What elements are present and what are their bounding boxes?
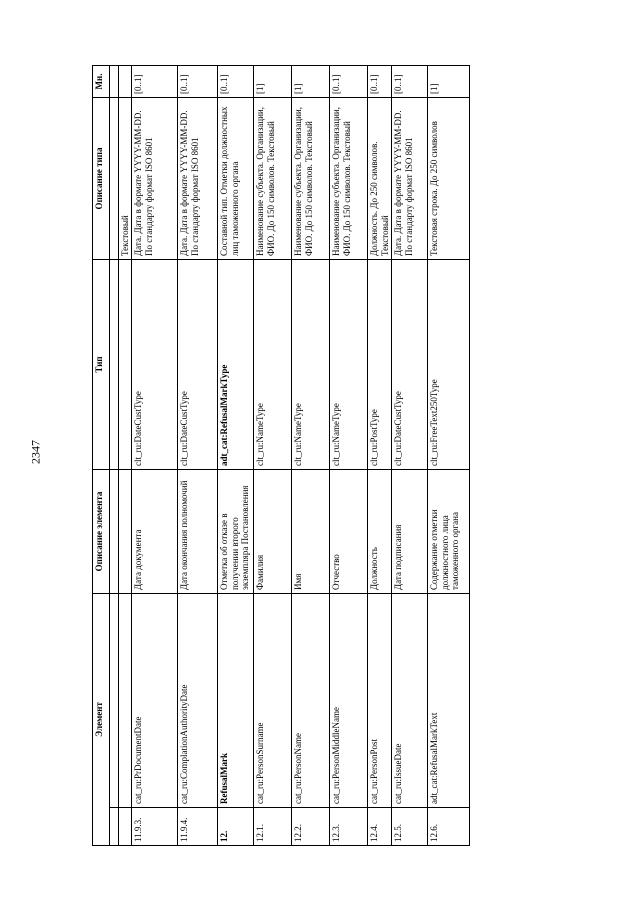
rotated-table-area [92, 66, 550, 846]
row-type: clt_ru:NameType [330, 259, 368, 469]
row-number: 12.2. [292, 808, 330, 846]
row-mn: [0..1] [178, 65, 218, 97]
row-mn: [0..1] [392, 65, 428, 97]
row-type-desc: Наименование субъекта. Организации, ФИО. До 150 символов. Текстовый [292, 97, 330, 259]
header-mn: Мн. [93, 65, 110, 97]
row-type-desc: Дата. Дата в формате YYYY-MM-DD. По стандарту формат ISO 8601 [178, 97, 218, 259]
row-element: cat_ru:PersonName [292, 593, 330, 807]
row-type: clt_ru:DateCustType [132, 259, 178, 469]
row-mn: [0..1] [218, 65, 254, 97]
row-mn: [1] [254, 65, 292, 97]
row-mn [119, 65, 132, 97]
table-rotator [92, 66, 550, 846]
row-element: RefusalMark [218, 593, 254, 807]
table-row [119, 65, 132, 845]
row-element-desc: Имя [292, 469, 330, 593]
row-element-desc: Отчество [330, 469, 368, 593]
row-element: adt_cat:RefusalMarkText [428, 593, 470, 807]
row-type-desc: Наименование субъекта. Организации, ФИО. До 150 символов. Текстовый [254, 97, 292, 259]
table-row [218, 65, 254, 845]
row-type: clt_ru:NameType [292, 259, 330, 469]
spec-table [92, 65, 470, 846]
header-element-desc: Описание элемента [93, 469, 110, 593]
row-type-desc: Наименование субъекта. Организации, ФИО. До 150 символов. Текстовый [330, 97, 368, 259]
row-mn: [1] [428, 65, 470, 97]
table-row [368, 65, 392, 845]
row-element: cat_ru:ComplationAuthorityDate [178, 593, 218, 807]
row-type-desc: Текстовая строка. До 250 символов [428, 97, 470, 259]
row-number: 12.6. [428, 808, 470, 846]
row-element-desc: Дата документа [132, 469, 178, 593]
row-number: 11.9.3. [132, 808, 178, 846]
row-type-desc: Составной тип. Отметки должностных лиц таможенного органа [218, 97, 254, 259]
row-type: clt_ru:DateCustType [178, 259, 218, 469]
row-number: 12.3. [330, 808, 368, 846]
header-row [93, 65, 110, 845]
row-number: 12.1. [254, 808, 292, 846]
row-element-desc: Дата подписания [392, 469, 428, 593]
page-number: 2347 [28, 440, 43, 464]
header-type: Тип [93, 259, 110, 469]
row-element: cat_ru:PersonPost [368, 593, 392, 807]
row-element: cat_ru:IssueDate [392, 593, 428, 807]
row-number: 11.9.4. [178, 808, 218, 846]
row-element [119, 593, 132, 807]
row-element: cat_ru:PersonMiddleName [330, 593, 368, 807]
table-row [254, 65, 292, 845]
row-type: clt_ru:PostType [368, 259, 392, 469]
row-mn: [0..1] [132, 65, 178, 97]
row-number: 12.5. [392, 808, 428, 846]
row-type-desc: Текстовый [119, 97, 132, 259]
row-type: clt_ru:FreeText250Type [428, 259, 470, 469]
row-type: clt_ru:NameType [254, 259, 292, 469]
row-number: 12. [218, 808, 254, 846]
table-row [132, 65, 178, 845]
row-number [119, 808, 132, 846]
row-number: 12.4. [368, 808, 392, 846]
table-row [330, 65, 368, 845]
row-element: cat_ru:PersonSurname [254, 593, 292, 807]
row-type: clt_ru:DateCustType [392, 259, 428, 469]
row-mn: [1] [292, 65, 330, 97]
table-row [428, 65, 470, 845]
table-row [292, 65, 330, 845]
row-element-desc: Должность [368, 469, 392, 593]
table-row [392, 65, 428, 845]
row-mn: [0..1] [330, 65, 368, 97]
row-element-desc [119, 469, 132, 593]
row-element: cat_ru:PrDocumentDate [132, 593, 178, 807]
row-element-desc: Отметка об отказе в получении второго экземпляра Постановления [218, 469, 254, 593]
header-element: Элемент [93, 593, 110, 845]
row-mn: [0..1] [368, 65, 392, 97]
header-type-desc: Описание типа [93, 97, 110, 259]
row-element-desc: Дата окончания полномочий [178, 469, 218, 593]
row-type [119, 259, 132, 469]
header-spacer-row [110, 65, 119, 845]
row-type-desc: Дата. Дата в формате YYYY-MM-DD. По стандарту формат ISO 8601 [392, 97, 428, 259]
row-element-desc: Содержание отметки должностного лица таможенного органа [428, 469, 470, 593]
row-element-desc: Фамилия [254, 469, 292, 593]
row-type: adt_cat:RefusalMarkType [218, 259, 254, 469]
row-type-desc: Должность. До 250 символов. Текстовый [368, 97, 392, 259]
row-type-desc: Дата. Дата в формате YYYY-MM-DD. По стандарту формат ISO 8601 [132, 97, 178, 259]
table-row [178, 65, 218, 845]
